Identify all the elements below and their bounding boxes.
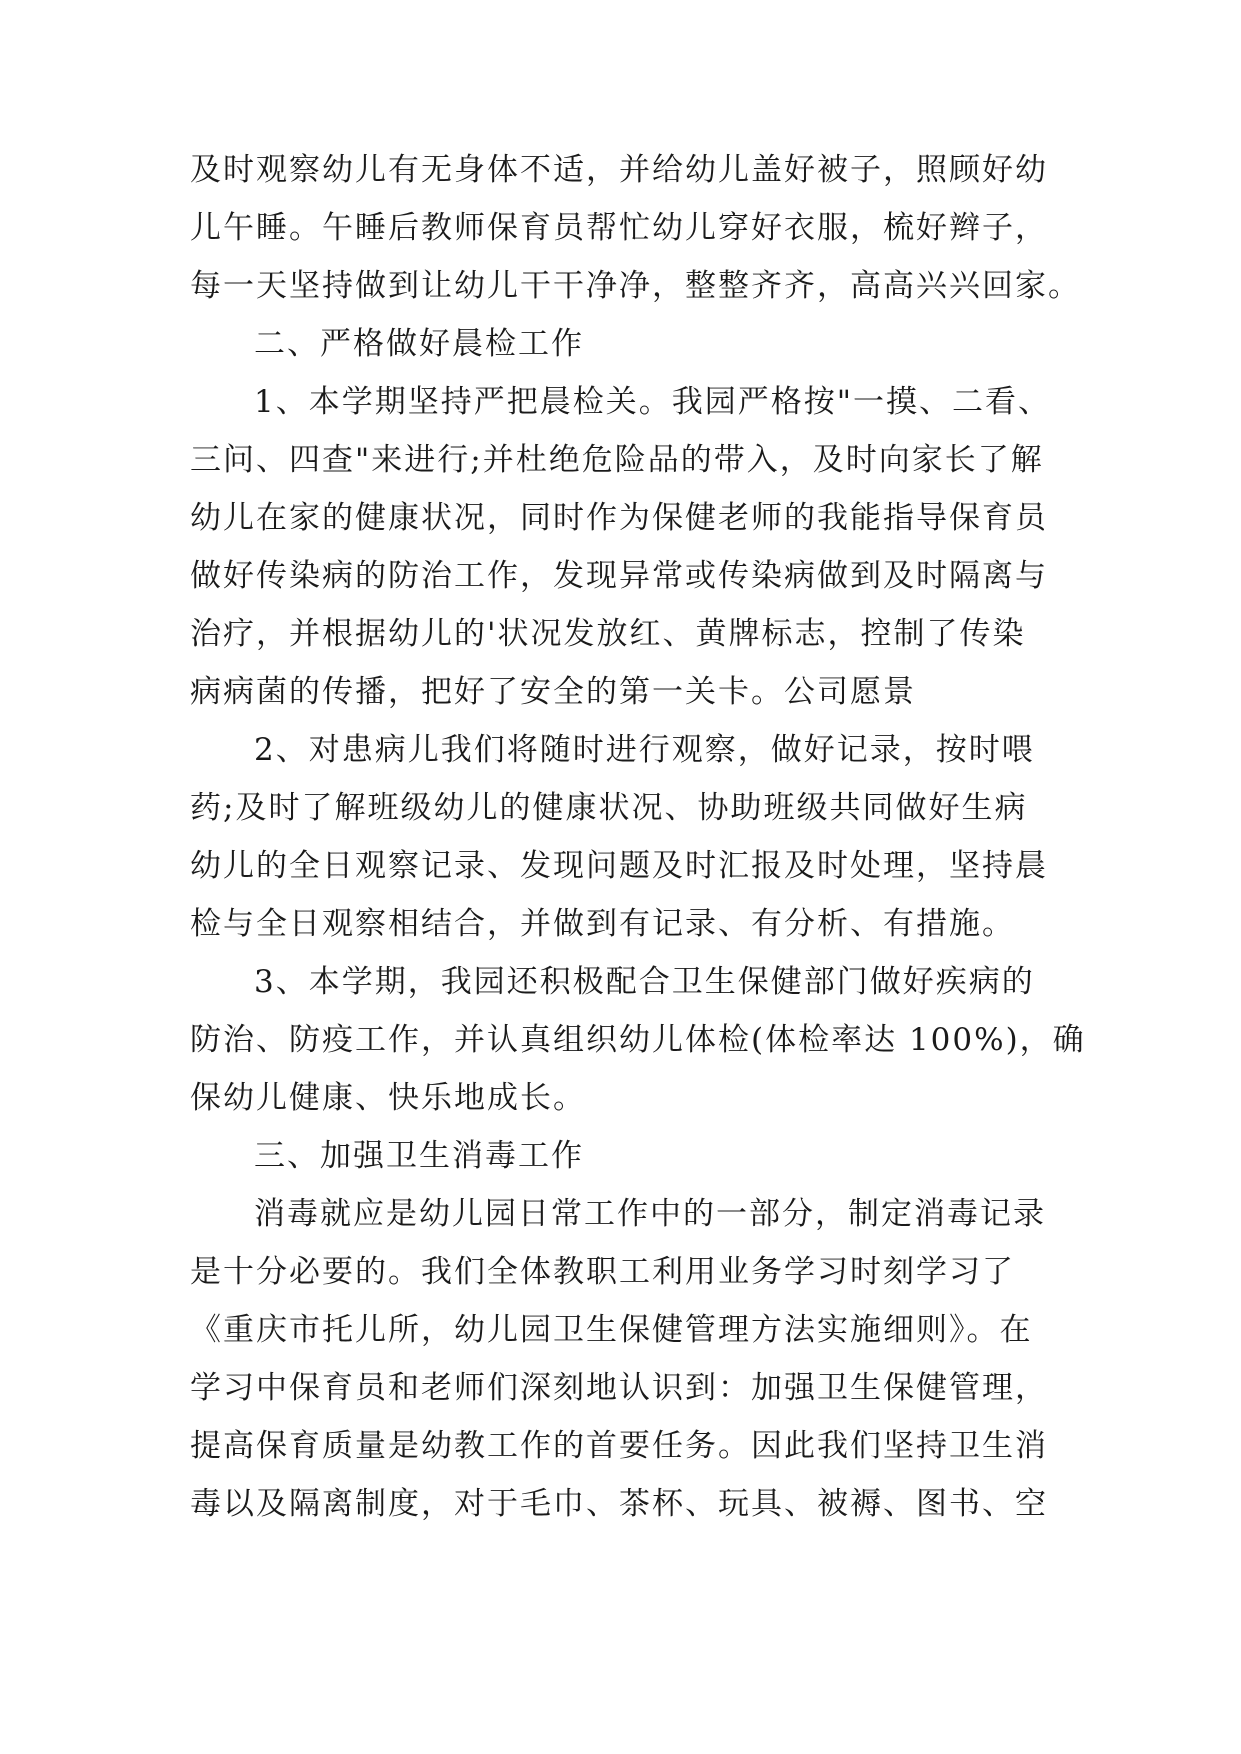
- text-line: 儿午睡。午睡后教师保育员帮忙幼儿穿好衣服，梳好辫子，: [190, 210, 1048, 246]
- text-line: 防治、防疫工作，并认真组织幼儿体检(体检率达 100%)，确: [190, 1022, 1086, 1058]
- text-line: 学习中保育员和老师们深刻地认识到：加强卫生保健管理，: [190, 1370, 1048, 1406]
- text-line: 是十分必要的。我们全体教职工利用业务学习时刻学习了: [190, 1254, 1015, 1290]
- section-heading: 二、严格做好晨检工作: [254, 326, 584, 362]
- text-line: 3、本学期，我园还积极配合卫生保健部门做好疾病的: [254, 964, 1035, 1000]
- text-line: 1、本学期坚持严把晨检关。我园严格按"一摸、二看、: [254, 384, 1051, 420]
- text-line: 病病菌的传播，把好了安全的第一关卡。公司愿景: [190, 674, 916, 710]
- text-line: 《重庆市托儿所，幼儿园卫生保健管理方法实施细则》。在: [190, 1312, 1033, 1348]
- text-line: 治疗，并根据幼儿的'状况发放红、黄牌标志，控制了传染: [190, 616, 1026, 652]
- text-line: 检与全日观察相结合，并做到有记录、有分析、有措施。: [190, 906, 1015, 942]
- text-line: 三问、四查"来进行;并杜绝危险品的带入，及时向家长了解: [190, 442, 1044, 478]
- text-line: 消毒就应是幼儿园日常工作中的一部分，制定消毒记录: [254, 1196, 1046, 1232]
- text-line: 药;及时了解班级幼儿的健康状况、协助班级共同做好生病: [190, 790, 1028, 826]
- section-heading: 三、加强卫生消毒工作: [254, 1138, 584, 1174]
- text-line: 及时观察幼儿有无身体不适，并给幼儿盖好被子，照顾好幼: [190, 152, 1048, 188]
- text-line: 提高保育质量是幼教工作的首要任务。因此我们坚持卫生消: [190, 1428, 1048, 1464]
- text-line: 保幼儿健康、快乐地成长。: [190, 1080, 586, 1116]
- text-line: 毒以及隔离制度，对于毛巾、茶杯、玩具、被褥、图书、空: [190, 1486, 1048, 1522]
- text-line: 做好传染病的防治工作，发现异常或传染病做到及时隔离与: [190, 558, 1048, 594]
- text-line: 幼儿在家的健康状况，同时作为保健老师的我能指导保育员: [190, 500, 1048, 536]
- text-line: 每一天坚持做到让幼儿干干净净，整整齐齐，高高兴兴回家。: [190, 268, 1081, 304]
- text-line: 幼儿的全日观察记录、发现问题及时汇报及时处理，坚持晨: [190, 848, 1048, 884]
- text-line: 2、对患病儿我们将随时进行观察，做好记录，按时喂: [254, 732, 1035, 768]
